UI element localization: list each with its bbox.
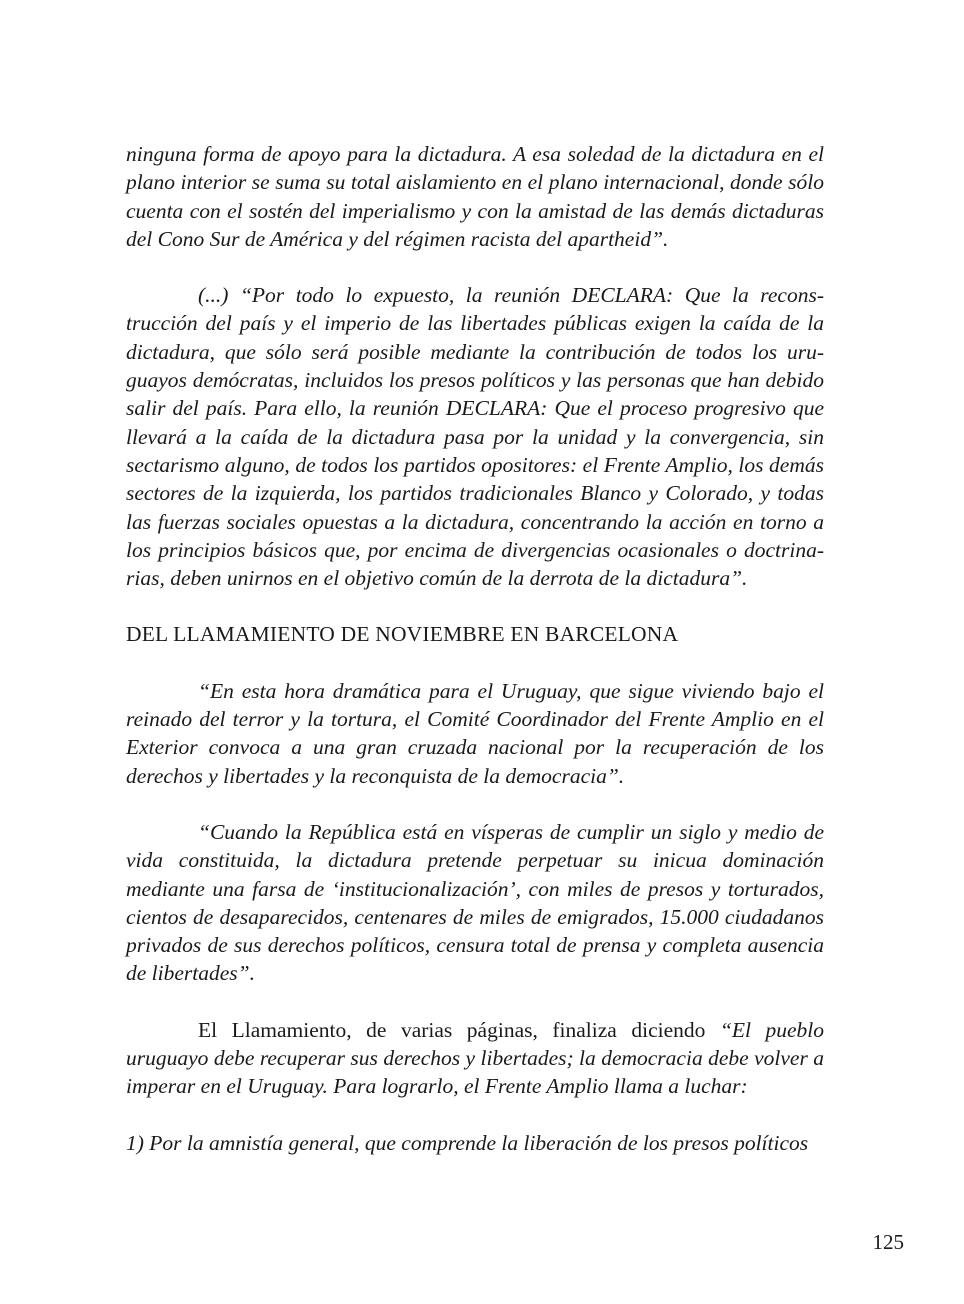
paragraph-llamamiento-roman-text: El Llamamiento, de varias páginas, finaliza diciendo [198, 1017, 720, 1042]
paragraph-quote-dictadura-aislamiento: ninguna forma de apoyo para la dictadura. A esa soledad de la dictadura en el plano interior se suma su total aislamiento en el plano internacional, donde sólo cuenta con el sostén del imperialismo y con la amistad de las demás dictaduras del Cono Sur de América y del régimen racista del apartheid”. [126, 142, 824, 251]
page-body [126, 140, 824, 1185]
page-number: 125 [872, 1230, 904, 1254]
paragraph-list-item-amnistia: 1) Por la amnistía general, que comprende la liberación de los presos políticos [126, 1130, 809, 1155]
paragraph-llamamiento-italic-quote: “El pueblo uruguayo debe recuperar sus derechos y libertades; la democracia debe volver a imperar en el Uruguay. Para lograrlo, el Frente Amplio llama a luchar: [126, 1017, 824, 1099]
paragraph-quote-republica-visperas: “Cuando la República está en vísperas de cumplir un siglo y medio de vida constituida, la dictadura pretende perpetuar su inicua dominación mediante una farsa de ‘institucionalización’, con miles de presos y torturados, cientos de desaparecidos, centenares de miles de emigrados, 15.000 ciudadanos privados de sus derechos políticos, censura total de prensa y completa ausencia de libertades”. [126, 819, 824, 986]
section-heading: DEL LLAMAMIENTO DE NOVIEMBRE EN BARCELONA [126, 622, 679, 647]
paragraph-llamamiento-final [126, 1016, 824, 1101]
paragraph-quote-reunion-declara: (...) “Por todo lo expuesto, la reunión DECLARA: Que la reconstrucción del país y el imperio de las libertades públicas exigen la caída de la dictadura, que sólo será posible mediante la contribución de todos los uruguayos demócratas, incluidos los presos políticos y las personas que han debido salir del país. Para ello, la reunión DECLARA: Que el proceso progresivo que llevará a la caída de la dictadura pasa por la unidad y la convergencia, sin sectarismo alguno, de todos los partidos opositores: el Frente Amplio, los demás sectores de la izquierda, los partidos tradicionales Blanco y Colorado, y todas las fuerzas sociales opuestas a la dictadura, concentrando la acción en torno a los principios básicos que, por encima de divergencias ocasionales o doctrinarias, deben unirnos en el objetivo común de la derrota de la dictadura”. [126, 283, 824, 591]
paragraph-quote-hora-dramatica: “En esta hora dramática para el Uruguay, que sigue viviendo bajo el reinado del terror y la tortura, el Comité Coordinador del Frente Amplio en el Exterior convoca a una gran cruzada nacional por la recuperación de los derechos y libertades y la reconquista de la democracia”. [126, 678, 824, 788]
